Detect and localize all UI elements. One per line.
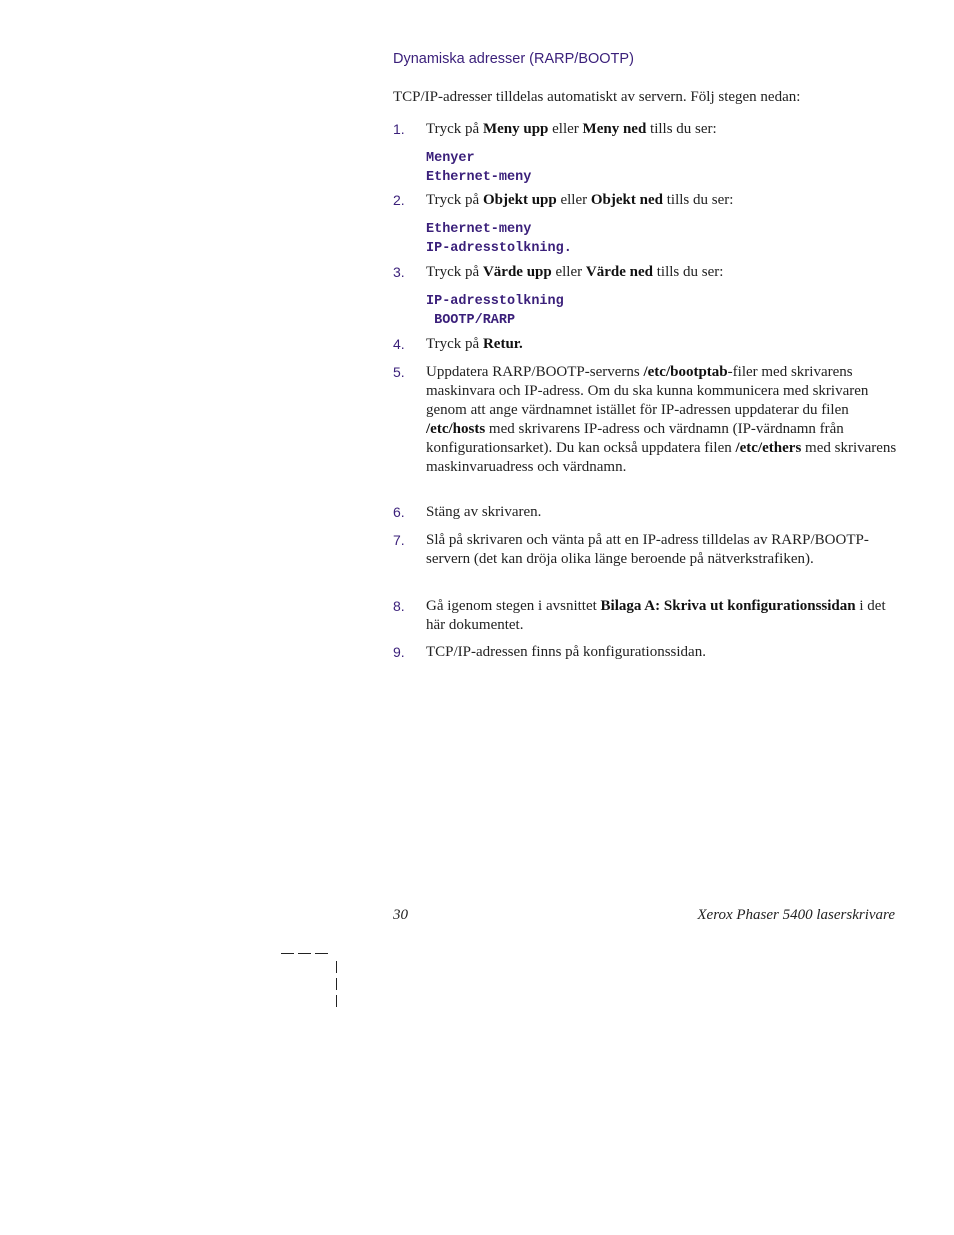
step-number: 7. xyxy=(393,532,405,548)
step-number: 8. xyxy=(393,598,405,614)
step-text-run: Tryck på xyxy=(426,121,483,137)
step-text-run: tills du ser: xyxy=(652,264,724,280)
step-number: 4. xyxy=(393,336,405,352)
list-item xyxy=(393,597,903,635)
display-line: Ethernet-meny xyxy=(426,170,532,185)
list-item xyxy=(393,335,903,354)
display-message xyxy=(426,220,572,258)
list-item xyxy=(393,363,903,477)
list-item xyxy=(393,531,903,569)
step-text-run: Uppdatera RARP/BOOTP-serverns xyxy=(426,364,644,380)
display-line: BOOTP/RARP xyxy=(426,313,516,328)
bold-term: /etc/ethers xyxy=(735,440,802,456)
display-line: IP-adresstolkning xyxy=(426,294,564,309)
bold-term: /etc/hosts xyxy=(426,421,486,437)
list-item xyxy=(393,643,903,662)
step-text-run: med skrivarens IP-adress och värdnamn (IP-värdnamn från konfigurationsarket). Du kan också uppdatera filen xyxy=(426,421,844,456)
step-text-run: eller xyxy=(551,264,586,280)
step-text-run: Tryck på xyxy=(426,264,483,280)
bold-term: Bilaga A: Skriva ut konfigurationssidan xyxy=(600,598,856,614)
bold-term: Meny ned xyxy=(582,121,647,137)
step-number: 3. xyxy=(393,264,405,280)
step-text-run: i det här dokumentet. xyxy=(426,598,886,633)
bold-term: Objekt upp xyxy=(482,192,557,208)
step-text-run: med skrivarens maskinvaruadress och värdnamn. xyxy=(426,440,897,475)
display-message xyxy=(426,149,531,187)
step-text-run: Slå på skrivaren och vänta på att en IP-adress tilldelas av RARP/BOOTP-servern (det kan dröja olika länge beroende på nätverkstrafiken). xyxy=(426,532,869,567)
step-text-run: tills du ser: xyxy=(662,192,734,208)
step-text-run: Gå igenom stegen i avsnittet xyxy=(426,598,601,614)
section-heading: Dynamiska adresser (RARP/BOOTP) xyxy=(393,51,634,67)
list-item xyxy=(393,503,903,522)
display-line: IP-adresstolkning. xyxy=(426,241,572,256)
bold-term: Värde ned xyxy=(585,264,653,280)
bold-term: /etc/bootptab xyxy=(643,364,728,380)
display-line: Ethernet-meny xyxy=(426,222,532,237)
step-text xyxy=(426,191,903,210)
step-text xyxy=(426,263,903,282)
display-message xyxy=(426,292,564,330)
step-text xyxy=(426,335,903,354)
step-text-run: Tryck på xyxy=(426,192,483,208)
crop-mark xyxy=(281,953,294,954)
step-text-run: -filer med skrivarens maskinvara och IP-adress. Om du ska kunna kommunicera med skrivaren genom att ange värdnamnet istället för IP-adressen uppdaterar du filen xyxy=(426,364,869,418)
step-text xyxy=(426,363,903,477)
list-item xyxy=(393,120,903,139)
step-number: 6. xyxy=(393,504,405,520)
bold-term: Meny upp xyxy=(482,121,549,137)
crop-mark xyxy=(336,961,337,973)
page-number: 30 xyxy=(393,907,408,923)
bold-term: Värde upp xyxy=(482,264,552,280)
intro-paragraph: TCP/IP-adresser tilldelas automatiskt av servern. Följ stegen nedan: xyxy=(393,89,801,105)
list-item xyxy=(393,263,903,282)
step-text-run: eller xyxy=(548,121,583,137)
step-number: 2. xyxy=(393,192,405,208)
bold-term: Objekt ned xyxy=(590,192,663,208)
step-number: 1. xyxy=(393,121,405,137)
crop-mark xyxy=(298,953,311,954)
step-text-run: Stäng av skrivaren. xyxy=(426,504,542,520)
step-text-run: TCP/IP-adressen finns på konfigurationssidan. xyxy=(426,644,706,660)
step-text xyxy=(426,503,903,522)
step-text xyxy=(426,531,903,569)
step-number: 9. xyxy=(393,644,405,660)
crop-mark xyxy=(336,978,337,990)
step-text-run: tills du ser: xyxy=(646,121,717,137)
display-line: Menyer xyxy=(426,151,475,166)
document-title: Xerox Phaser 5400 laserskrivare xyxy=(697,907,895,923)
step-text-run: eller xyxy=(556,192,591,208)
step-text xyxy=(426,120,903,139)
list-item xyxy=(393,191,903,210)
step-text-run: Tryck på xyxy=(426,336,483,352)
crop-mark xyxy=(336,995,337,1007)
step-number: 5. xyxy=(393,364,405,380)
bold-term: Retur. xyxy=(482,336,523,352)
crop-mark xyxy=(315,953,328,954)
step-text xyxy=(426,597,903,635)
step-text xyxy=(426,643,903,662)
